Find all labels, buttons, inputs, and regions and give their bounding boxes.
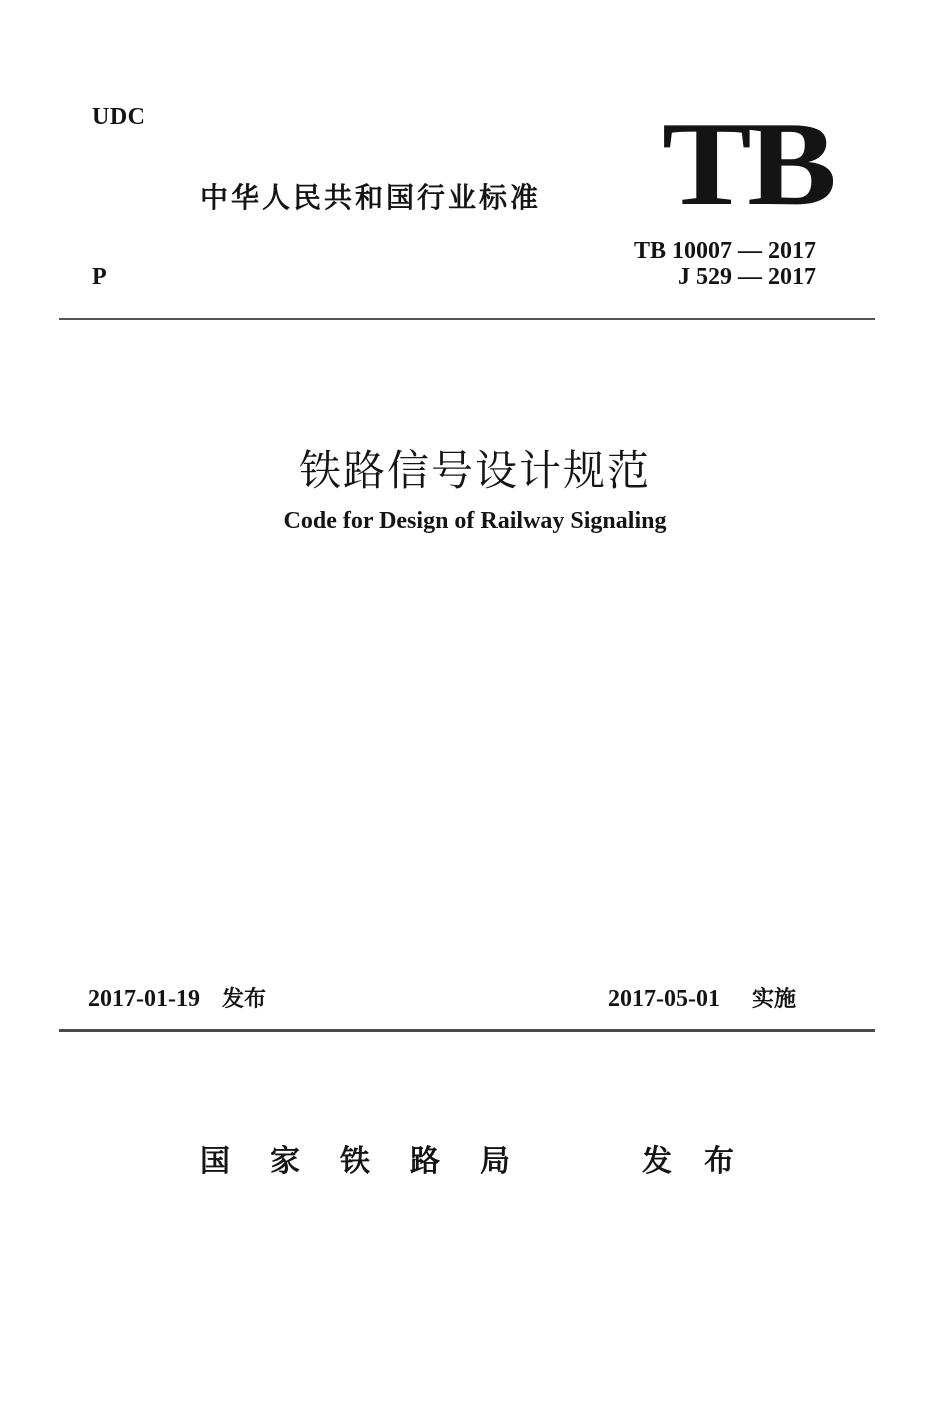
issuing-authority: 国家铁路局 bbox=[200, 1144, 550, 1179]
issue-date-block bbox=[88, 982, 266, 1013]
document-title-english: Code for Design of Railway Signaling bbox=[283, 508, 667, 534]
issue-label: 发布 bbox=[221, 987, 266, 1012]
tb-logo: TB bbox=[662, 97, 833, 230]
issued-label: 发布 bbox=[642, 1144, 766, 1179]
top-divider bbox=[59, 318, 875, 320]
effective-label: 实施 bbox=[751, 987, 796, 1012]
document-title-chinese: 铁路信号设计规范 bbox=[298, 446, 651, 495]
effective-date-block bbox=[608, 982, 796, 1013]
industry-standard-title: 中华人民共和国行业标准 bbox=[200, 181, 542, 214]
standard-number-j: J 529 — 2017 bbox=[678, 264, 816, 290]
category-code: P bbox=[92, 264, 107, 290]
standard-numbers bbox=[634, 238, 816, 290]
standard-number-tb: TB 10007 — 2017 bbox=[633, 238, 816, 264]
issue-date: 2017-01-19 bbox=[88, 986, 200, 1012]
bottom-divider bbox=[59, 1029, 875, 1032]
effective-date: 2017-05-01 bbox=[608, 986, 720, 1012]
udc-label: UDC bbox=[92, 104, 146, 130]
